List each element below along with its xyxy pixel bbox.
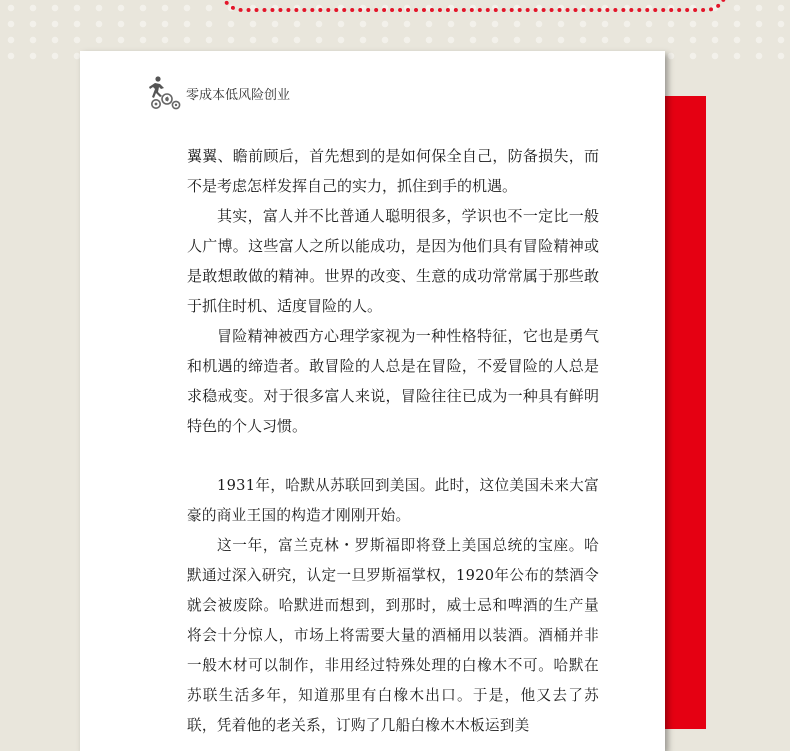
story-paragraph-2: 这一年，富兰克林・罗斯福即将登上美国总统的宝座。哈默通过深入研究，认定一旦罗斯福掌权，1920年公布的禁酒令就会被废除。哈默进而想到，到那时，威士忌和啤酒的生产量将会十分惊人，市场上将需要大量的酒桶用以装酒。酒桶并非一般木材可以制作，非用经过特殊处理的白橡木不可。哈默在苏联生活多年，知道那里有白橡木出口。于是，他又去了苏联，凭着他的老关系，订购了几船白橡木木板运到美 xyxy=(187,537,599,734)
running-man-gears-icon xyxy=(147,75,181,111)
book-title: 零成本低风险创业 xyxy=(186,87,291,103)
banner-dotted-border xyxy=(220,0,728,12)
paragraph-3: 冒险精神被西方心理学家视为一种性格特征，它也是勇气和机遇的缔造者。敢冒险的人总是在冒险，不爱冒险的人总是求稳戒变。对于很多富人来说，冒险往往已成为一种具有鲜明特色的个人习惯。 xyxy=(187,327,599,435)
paragraph-2: 其实，富人并不比普通人聪明很多，学识也不一定比一般人广博。这些富人之所以能成功，是因为他们具有冒险精神或是敢想敢做的精神。世界的改变、生意的成功常常属于那些敢于抓住时机、适度冒险的人。 xyxy=(187,207,599,315)
story-section xyxy=(187,471,599,741)
paragraph-1: 翼翼、瞻前顾后，首先想到的是如何保全自己，防备损失，而不是考虑怎样发挥自己的实力，抓住到手的机遇。 xyxy=(187,147,599,195)
red-side-panel xyxy=(662,96,706,729)
svg-text:$: $ xyxy=(165,96,170,104)
book-page xyxy=(80,51,665,751)
page-header xyxy=(147,75,290,111)
story-paragraph-1: 1931年，哈默从苏联回到美国。此时，这位美国未来大富豪的商业王国的构造才刚刚开始。 xyxy=(187,477,599,524)
page-content xyxy=(187,141,599,741)
